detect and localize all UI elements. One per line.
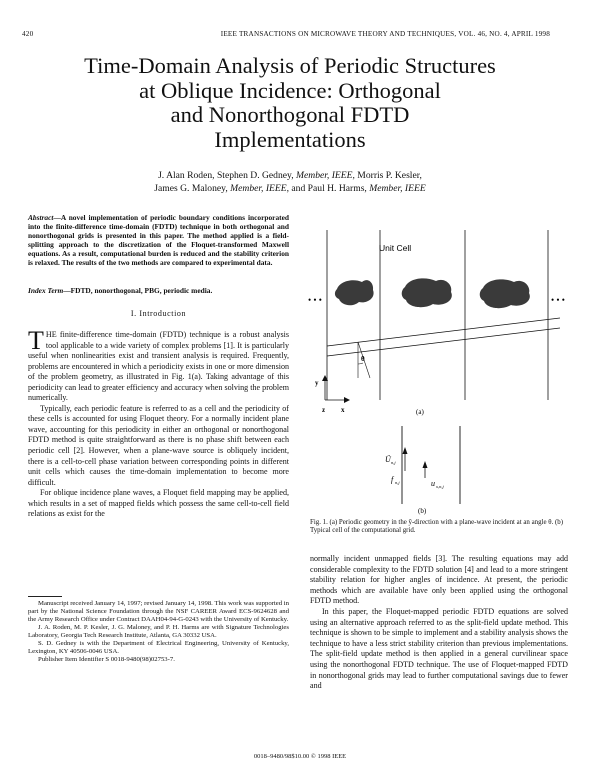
field-f-label: f bbox=[391, 475, 394, 484]
paragraph: normally incident unmapped fields [3]. The resulting equations may add considerable complexity to the FDTD solution [4] and lead to a more stringent stability relation for higher angles of incidence. At present, the periodic methods which are available have only been applied using the orthogonal FDTD method. bbox=[310, 554, 568, 606]
svg-text:n,j: n,j bbox=[391, 460, 396, 465]
footnote: J. A. Roden, M. P. Kesler, J. G. Maloney, and P. H. Harms are with Signature Technologies Laboratory, Georgia Tech Research Institute, Atlanta, GA 30332 USA. bbox=[28, 624, 289, 640]
scatterer-shape bbox=[480, 279, 530, 308]
figure-1 bbox=[305, 228, 570, 518]
journal-header: IEEE TRANSACTIONS ON MICROWAVE THEORY AND TECHNIQUES, VOL. 46, NO. 4, APRIL 1998 bbox=[220, 30, 550, 38]
axis-x-label: x bbox=[341, 406, 345, 414]
subfigure-a-label: (a) bbox=[416, 408, 424, 416]
section-title: I. Introduction bbox=[130, 309, 187, 318]
author-names: J. Alan Roden, Stephen D. Gedney, bbox=[158, 170, 294, 181]
author-names: Morris P. Kesler, bbox=[357, 170, 422, 181]
ellipsis: • • • bbox=[551, 295, 565, 305]
author-list bbox=[0, 170, 580, 195]
member-affiliation: Member, IEEE bbox=[369, 182, 426, 194]
copyright-footer: 0018–9480/98$10.00 © 1998 IEEE bbox=[253, 753, 347, 760]
axis-y-label: y bbox=[315, 379, 319, 387]
field-u-label: Ü bbox=[385, 455, 391, 464]
scatterer-shape bbox=[402, 278, 452, 307]
field-u2-label: u bbox=[431, 479, 435, 488]
footnote: Publisher Item Identifier S 0018-9480(98)02753-7. bbox=[38, 656, 175, 664]
member-affiliation: Member, IEEE, bbox=[296, 170, 355, 181]
figure-1b bbox=[385, 426, 460, 515]
footnote-rule bbox=[28, 596, 62, 597]
abstract-text: A novel implementation of periodic boundary conditions incorporated into the finite-difference time-domain (FDTD) technique in both orthogonal and nonorthogonal grids is presented in this paper. The method applied is a field-splitting approach to the discretization of the Floquet-transformed Maxwell equations. As a result, computational burden is reduced and the stability criterion is relaxed. The results of the two methods are compared to experimental data. bbox=[28, 213, 289, 267]
abstract bbox=[28, 214, 289, 267]
angle-theta-label: θ bbox=[361, 355, 365, 363]
index-terms-lead: Index Term bbox=[28, 286, 64, 295]
index-terms-text: —FDTD, nonorthogonal, PBG, periodic media. bbox=[63, 286, 213, 295]
author-names: and Paul H. Harms, bbox=[291, 182, 367, 194]
footnote: S. D. Gedney is with the Department of Electrical Engineering, University of Kentucky, Lexington, KY 40506-0046 USA. bbox=[28, 640, 289, 656]
axis-z-label: z bbox=[322, 406, 326, 414]
unit-cell-label: Unit Cell bbox=[379, 243, 412, 253]
author-names: James G. Maloney, bbox=[154, 182, 228, 194]
title-line: and Nonorthogonal FDTD bbox=[170, 102, 410, 127]
intro-body bbox=[28, 326, 289, 520]
paragraph: For oblique incidence plane waves, a Floquet field mapping may be applied, which results in a set of mapped fields which possess the same cell-to-cell field relations as exist for the bbox=[28, 488, 289, 519]
paragraph: Typically, each periodic feature is referred to as a cell and the periodicity of these cells is accounted for using Floquet theory. For a normally incident plane wave, accounting for this periodicity in either an orthogonal or nonorthogonal FDTD method is quite straightforward as there is no phase shift between each periodic cell [2]. However, when a plane-wave source is obliquely incident, there is a cell-to-cell phase variation between corresponding points in different unit cells which causes the time-domain implementation to become more difficult. bbox=[28, 403, 289, 487]
title-line: at Oblique Incidence: Orthogonal bbox=[139, 77, 441, 103]
svg-text:n,j: n,j bbox=[395, 480, 400, 485]
figure-1a bbox=[308, 230, 565, 416]
paragraph: In this paper, the Floquet-mapped periodic FDTD equations are solved using an alternative approach referred to as the split-field update method. This technique is shown to be simple to implement and a stability analysis shows the technique to have a less strict stability criterion than previous implementations. The split-field update method is then applied in a general curvilinear space using the nonorthogonal FDTD technique. The use of Floquet-mapped FDTD in nonorthogonal grids may lead to further computational savings due to fewer and bbox=[310, 606, 568, 691]
footnotes bbox=[28, 600, 289, 664]
scatterer-shape bbox=[335, 280, 374, 305]
member-affiliation: Member, IEEE, bbox=[230, 182, 290, 194]
paper-title bbox=[0, 54, 580, 152]
right-column-body bbox=[310, 554, 568, 692]
footnote: Manuscript received January 14, 1997; revised January 14, 1998. This work was supported in part by the National Science Foundation through the NSF CAREER Award ECS-9624628 and the Army Research Office under Contract DAAH04-94-G-0243 with the University of Kentucky. bbox=[28, 600, 289, 624]
index-terms bbox=[28, 286, 289, 295]
ellipsis: • • • bbox=[308, 295, 322, 305]
subfigure-b-label: (b) bbox=[418, 507, 427, 515]
title-line: Time-Domain Analysis of Periodic Structures bbox=[84, 53, 496, 78]
figure-caption: Fig. 1. (a) Periodic geometry in the ŷ-direction with a plane-wave incident at an angle θ. (b) Typical cell of the computational grid. bbox=[310, 519, 564, 535]
paragraph: THE finite-difference time-domain (FDTD) technique is a robust analysis tool applicable to a wide variety of complex problems [1]. It is particularly useful when nonlinearities exist and transient analysis is required. Frequently, problems are encountered in which a periodicity exists in one or more dimension of the problem geometry, as illustrated in Fig. 1(a). Taking advantage of this periodicity can lead to greater efficiency and accuracy when solving the problem numerically. bbox=[28, 326, 289, 403]
abstract-lead: Abstract— bbox=[28, 213, 61, 222]
drop-cap: T bbox=[28, 326, 44, 355]
svg-text:x,n,j: x,n,j bbox=[436, 484, 444, 489]
page-number: 420 bbox=[22, 30, 34, 38]
title-line: Implementations bbox=[214, 126, 366, 152]
